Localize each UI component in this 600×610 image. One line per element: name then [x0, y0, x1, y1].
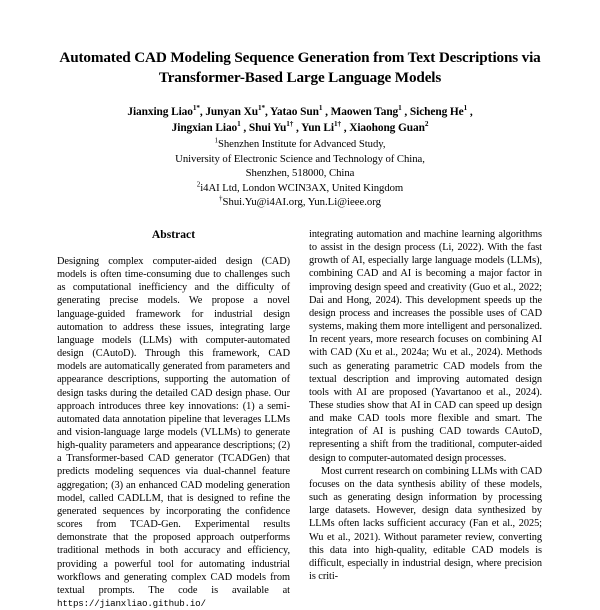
author-superscript: 1 — [398, 104, 402, 113]
page-title — [57, 0, 543, 87]
author-line-2: Jingxian Liao$^1$ , Shui $Yu^{1\dagger}$ , Yun $Li^{1\dagger}$ , Xiaohong Guan$^2$ — [171, 119, 429, 134]
affiliation-line-2: University of Electronic Science and Technology of China, — [175, 152, 425, 165]
abstract-tail-prefix: available at — [231, 584, 290, 596]
introduction-paragraph-2: Most current research on combining LLMs with CAD focuses on the data synthesis ability of these models, such as generating design information by processing large datasets. However, design data synthesized by LLMs often lacks sufficient accuracy (Fan et al., 2025; Wu et al., 2021). Without parameter review, converting this data into high-quality, editable CAD models is difficult, especially in industrial design, where precision is criti- — [309, 465, 542, 583]
author-list — [57, 87, 543, 136]
affiliation-line-1: $^1$Shenzhen Institute for Advanced Study, — [214, 136, 386, 150]
email-text: Shui.Yu@i4AI.org, Yun.Li@ieee.org — [222, 196, 381, 209]
author-line-1: Jianxing Liao$^{1*}$, Junyan $Xu^{1*}$, Yatao Sun$^1$ , Maowen Tang$^1$ , Sicheng He$^1$ , — [127, 104, 473, 118]
affiliation-line-3: Shenzhen, 518000, China — [245, 167, 355, 180]
author-superscript: 1† — [333, 119, 341, 128]
title-line-1: Automated CAD Modeling Sequence Generation from Text Descriptions via — [59, 49, 541, 66]
affiliation-superscript: 1 — [214, 136, 218, 145]
code-url-link[interactable]: https://jianxliao.github.io/ — [57, 598, 206, 610]
author-superscript: 1 — [463, 104, 468, 113]
left-column — [57, 228, 290, 610]
author-superscript: 1† — [286, 119, 294, 128]
author-superscript: 2 — [424, 119, 429, 128]
abstract-paragraph — [57, 255, 290, 610]
affiliation-superscript: 2 — [196, 180, 201, 189]
contact-emails — [57, 195, 543, 210]
author-superscript: 1 — [318, 104, 323, 113]
email-superscript: † — [219, 194, 223, 203]
affiliation-list — [57, 136, 543, 195]
introduction-paragraph-1: integrating automation and machine learning algorithms to assist in the design process (Li, 2022). With the fast growth of AI, especially large language models (LLMs), combining CAD and AI is becoming a major factor in improving design speed and creativity (Guo et al., 2022; Dai and Hong, 2024). This development speeds up the design process and increases the possible uses of CAD systems, making them more intelligent and personalized. In recent years, more research focuses on combining AI with CAD (Xu et al., 2024a; Wu et al., 2024). Methods such as generating parametric CAD models from the textual description and improving automated design tools with AI are proposed (Yavartanoo et al., 2024). These studies show that AI in CAD can speed up design and make CAD tools more flexible and smart. The integration of AI is pushing CAD towards CAutoD, representing a shift from the traditional, computer-aided design to computer-automated design processes. — [309, 228, 542, 464]
affiliation-line-4: $^2$i4AI Ltd, London WCIN3AX, United Kingdom — [196, 180, 404, 194]
title-line-2: Transformer-Based Large Language Models — [158, 68, 442, 86]
author-superscript: 1* — [257, 104, 265, 113]
body-columns — [57, 210, 543, 610]
abstract-body: Designing complex computer-aided design (CAD) models is often time-consuming due to challenges such as computational inefficiency and the difficulty of generating precise models. We propose a novel language-guided framework for industrial design automation to address these issues, integrating large language models (LLMs) with computer-automated design (CAutoD). Through this framework, CAD models are automatically generated from parameters and appearance descriptions, supporting the automation of design tasks during the detailed CAD design phase. Our approach introduces three key innovations: (1) a semi-automated data annotation pipeline that leverages LLMs and vision-language large models (VLLMs) to generate high-quality parameters and appearance descriptions; (2) a Transformer-based CAD generator (TCADGen) that predicts modeling sequences via dual-channel feature aggregation; (3) an enhanced CAD modeling generation model, called CADLLM, that is designed to refine the generated sequences by incorporating the confidence scores from TCAD-Gen. Experimental results demonstrate that the proposed approach outperforms traditional methods in both accuracy and efficiency, providing a powerful tool for automating industrial workflows and generating complex CAD models from textual prompts. The code is — [57, 255, 290, 596]
abstract-heading: Abstract — [151, 227, 196, 241]
author-superscript: 1 — [237, 119, 241, 128]
right-column — [309, 228, 542, 610]
author-superscript: 1* — [192, 104, 200, 113]
